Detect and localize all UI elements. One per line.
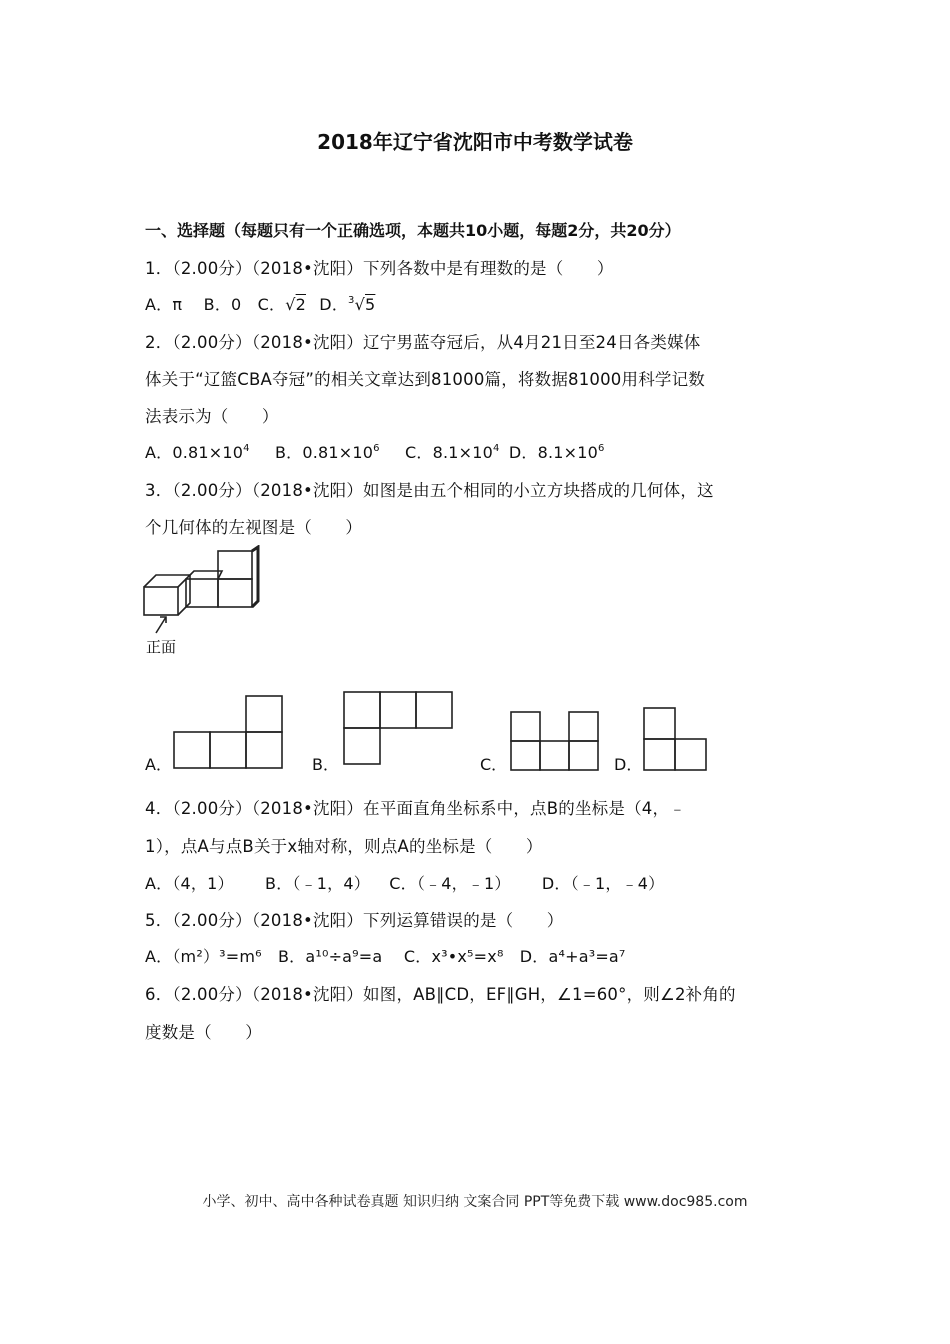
q3-option-c-label: C．	[480, 755, 508, 774]
q3-option-b-figure	[340, 690, 456, 768]
front-label: 正面	[146, 638, 177, 656]
question-5-stem: 5．（2.00分）（2018•沈阳）下列运算错误的是（ ）	[145, 911, 564, 930]
question-1-options	[145, 292, 375, 315]
footer: 小学、初中、高中各种试卷真题 知识归纳 文案合同 PPT等免费下载 www.doc985.com	[202, 1194, 748, 1210]
question-2-options	[145, 440, 605, 463]
question-3-line-1: 3．（2.00分）（2018•沈阳）如图是由五个相同的小立方块搭成的几何体，这	[145, 481, 714, 500]
q3-option-a-figure	[170, 694, 286, 772]
q1-d-index: 3	[348, 295, 355, 306]
q4-option-b: B．（﹣1，4）	[265, 874, 370, 893]
question-2-line-3: 法表示为（ ）	[145, 407, 279, 426]
q1-d-label: D．	[319, 295, 349, 314]
q2-option-b: B．$0.81\times 10^6$	[275, 443, 380, 462]
q3-option-b-label: B．	[312, 755, 339, 774]
q2-option-a: A．$0.81\times 10^4$	[145, 443, 250, 462]
q1-c-radical: √2	[285, 295, 306, 314]
q2-option-d: D．$8.1\times 10^6$	[508, 443, 605, 462]
q4-option-a: A．（4，1）	[145, 874, 234, 893]
q3-option-d-figure	[640, 704, 710, 772]
question-1-stem: 1．（2.00分）（2018•沈阳）下列各数中是有理数的是（ ）	[145, 259, 614, 278]
question-6-line-1: 6．（2.00分）（2018•沈阳）如图，AB∥CD，EF∥GH，∠1=60°，则∠2补角的	[145, 985, 736, 1004]
q1-d-radicand: 5	[365, 295, 376, 314]
question-2-line-2: 体关于“辽篮CBA夺冠”的相关文章达到81000篇，将数据81000用科学记数	[145, 370, 706, 389]
question-4-line-2: 1），点A与点B关于x轴对称，则点A的坐标是（ ）	[145, 837, 543, 856]
question-2-line-1: 2．（2.00分）（2018•沈阳）辽宁男蓝夺冠后，从4月21日至24日各类媒体	[145, 333, 701, 352]
question-4-line-1: 4．（2.00分）（2018•沈阳）在平面直角坐标系中，点B的坐标是（4，﹣	[145, 799, 686, 818]
q3-option-c-figure	[507, 708, 603, 772]
q3-option-d-label: D．	[614, 755, 643, 774]
question-3-line-2: 个几何体的左视图是（ ）	[145, 518, 363, 537]
section-heading: 一、选择题（每题只有一个正确选项，本题共10小题，每题2分，共20分）	[145, 221, 681, 240]
q2-option-c: C．$8.1\times 10^4$	[405, 443, 500, 462]
q1-options-ab: A．π B．0 C．	[145, 295, 286, 314]
q1-c-radicand: 2	[295, 295, 306, 314]
q3-option-a-label: A．	[145, 755, 172, 774]
q4-option-d: D．（﹣1，﹣4）	[541, 874, 665, 893]
question-6-line-2: 度数是（ ）	[145, 1023, 262, 1042]
question-5-options: A．（m²）³=m⁶ B．a¹⁰÷a⁹=a C．x³•x⁵=x⁸ D．a⁴+a³=a⁷	[145, 947, 626, 966]
page-title: 2018年辽宁省沈阳市中考数学试卷	[317, 130, 633, 154]
q1-d-radical: √5	[354, 295, 376, 314]
question-4-options	[145, 871, 664, 894]
q4-option-c: C．（﹣4，﹣1）	[389, 874, 511, 893]
